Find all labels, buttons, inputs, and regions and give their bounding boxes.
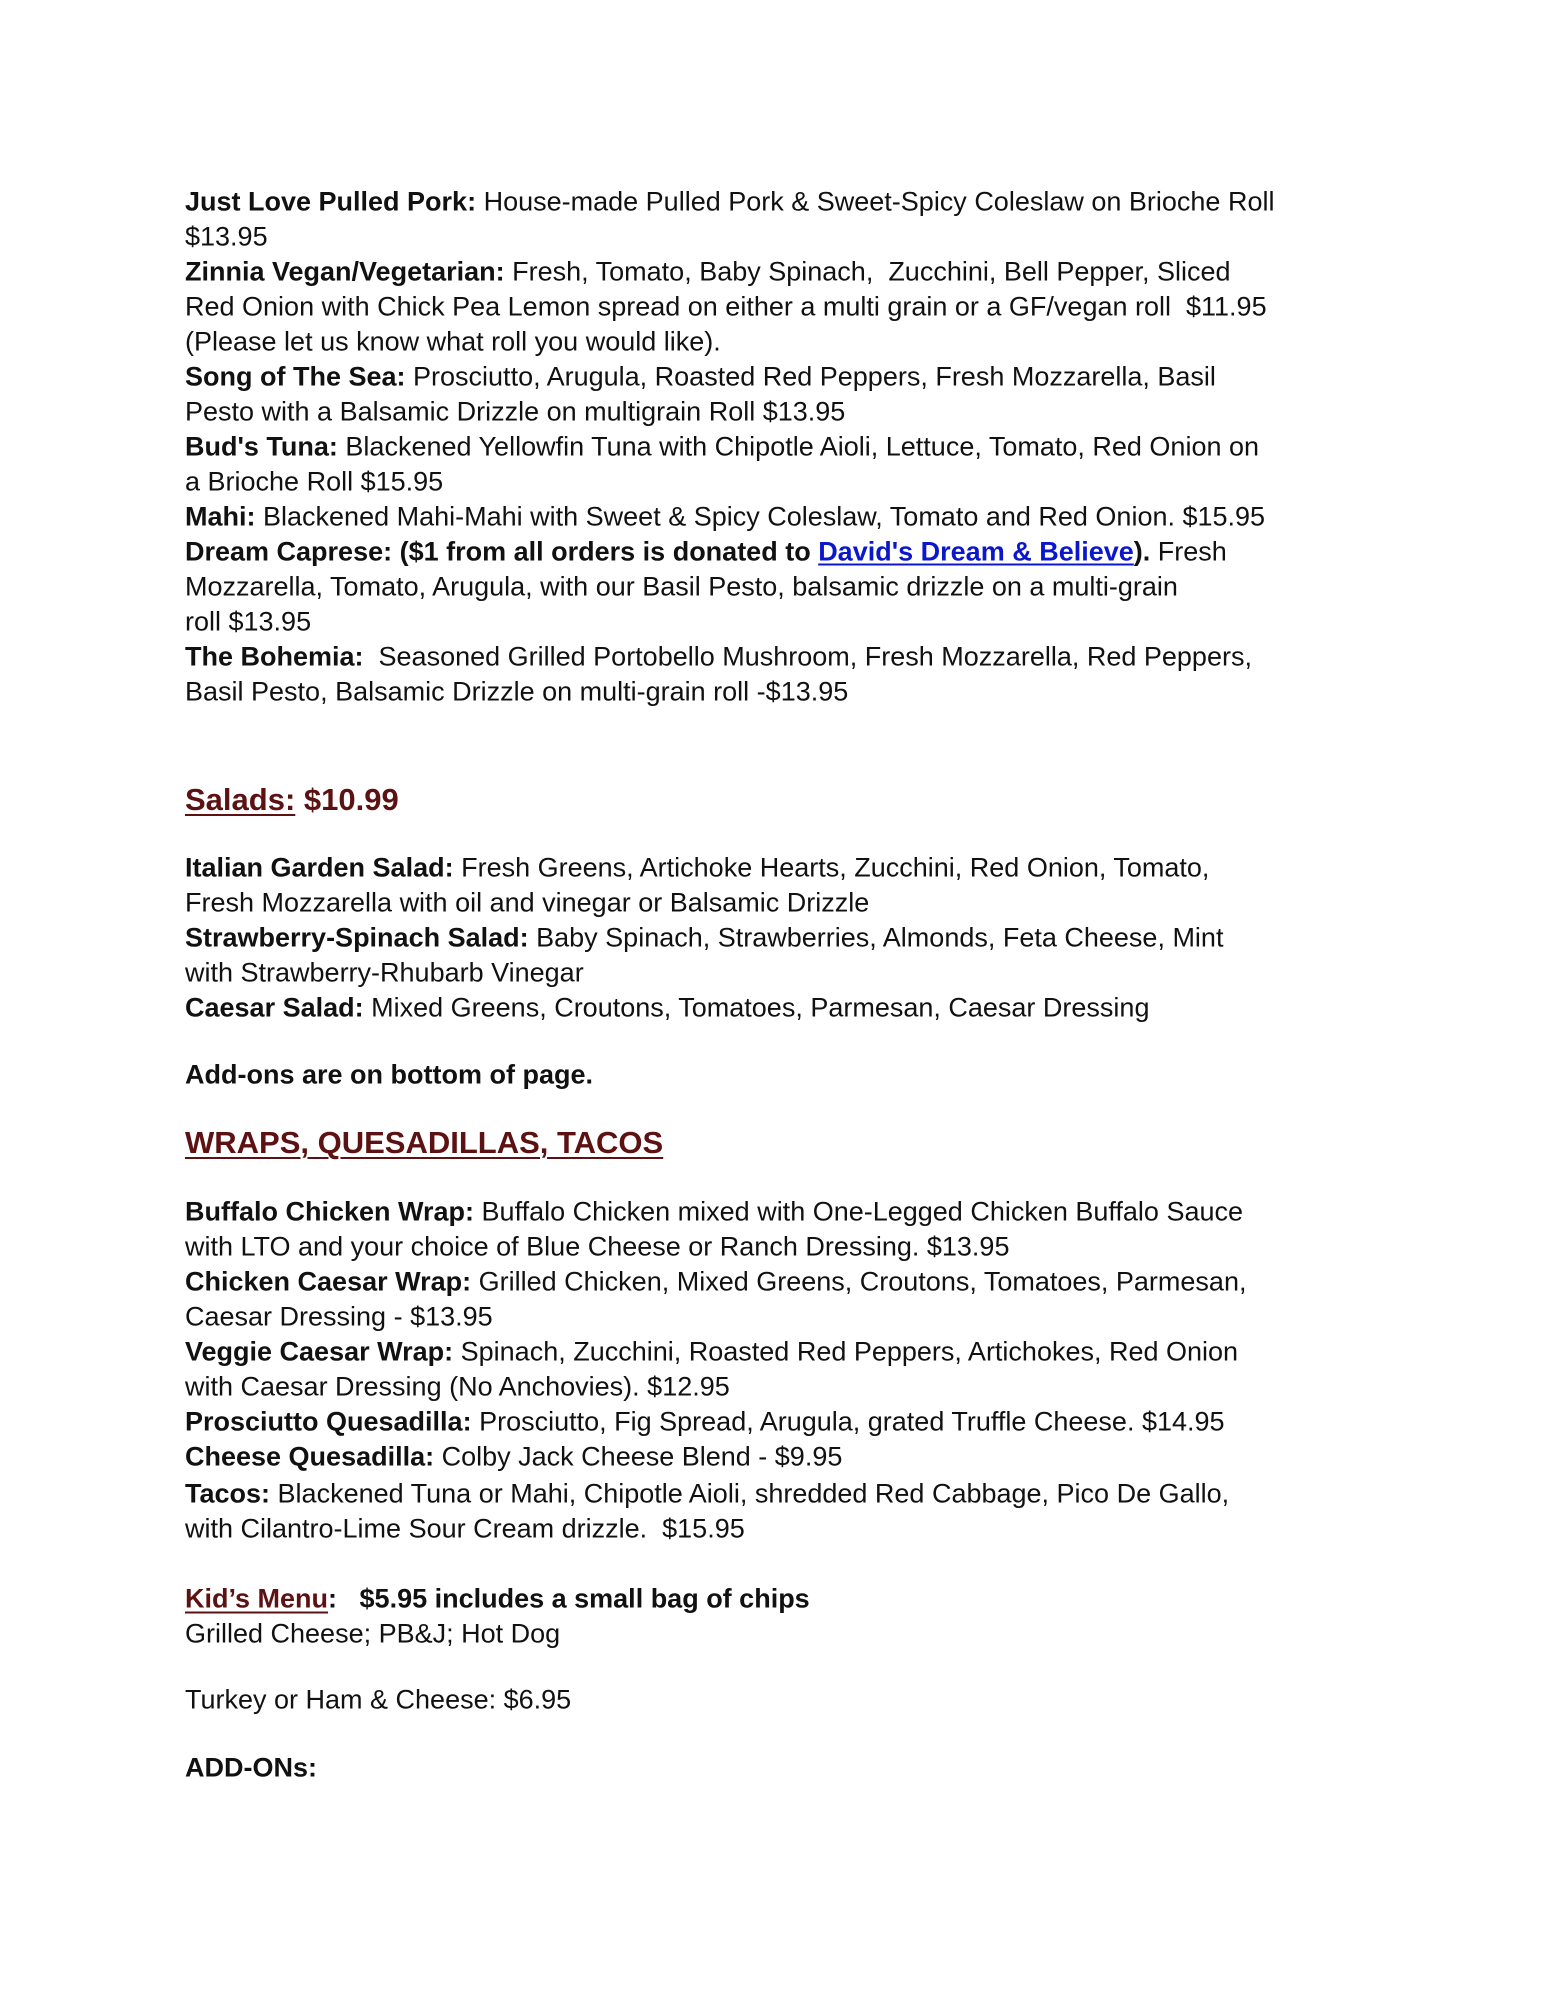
item-description: Mozzarella, Tomato, Arugula, with our Basil Pesto, balsamic drizzle on a multi-grain [185,571,1178,602]
item-price: roll $13.95 [185,606,312,637]
item-description: Spinach, Zucchini, Roasted Red Peppers, Artichokes, Red Onion [460,1336,1239,1367]
item-description: Fresh [1150,536,1227,567]
item-description: a Brioche Roll $15.95 [185,466,444,497]
item-note: (Please let us know what roll you would like). [185,326,721,357]
item-name: Dream Caprese: ($1 from all orders is donated to [185,536,819,567]
item-description: Baby Spinach, Strawberries, Almonds, Feta Cheese, Mint [536,922,1224,953]
item-name: The Bohemia: [185,641,364,672]
item-name: Bud's Tuna: [185,431,338,462]
davids-dream-believe-link[interactable]: David's Dream & Believe [818,536,1134,567]
item-name: Buffalo Chicken Wrap: [185,1196,475,1227]
kids-menu-items: Grilled Cheese; PB&J; Hot Dog [185,1618,561,1649]
item-description: Colby Jack Cheese Blend - $9.95 [441,1441,843,1472]
addons-heading: ADD-ONs: [185,1752,317,1783]
item-name: Chicken Caesar Wrap: [185,1266,472,1297]
kids-menu-colon: : [328,1583,338,1614]
item-description: with Caesar Dressing (No Anchovies). $12.95 [185,1371,730,1402]
item-description: Blackened Mahi-Mahi with Sweet & Spicy Coleslaw, Tomato and Red Onion. $15.95 [263,501,1266,532]
item-price: $13.95 [185,221,268,252]
item-name-suffix: ). [1133,536,1151,567]
item-description: Prosciutto, Arugula, Roasted Red Peppers, Fresh Mozzarella, Basil [413,361,1216,392]
item-name: Prosciutto Quesadilla: [185,1406,472,1437]
item-name: Cheese Quesadilla: [185,1441,435,1472]
item-description: Fresh Mozzarella with oil and vinegar or Balsamic Drizzle [185,887,870,918]
item-description: Red Onion with Chick Pea Lemon spread on either a multi grain or a GF/vegan roll $11.95 [185,291,1267,322]
item-description: with LTO and your choice of Blue Cheese or Ranch Dressing. $13.95 [185,1231,1010,1262]
item-description: with Cilantro-Lime Sour Cream drizzle. $15.95 [185,1513,745,1544]
salads-price: $10.99 [303,782,399,817]
salads-title: Salads: [185,782,296,817]
item-name: Caesar Salad: [185,992,364,1023]
item-description: Prosciutto, Fig Spread, Arugula, grated Truffle Cheese. $14.95 [479,1406,1225,1437]
item-name: Just Love Pulled Pork: [185,186,477,217]
item-description: Caesar Dressing - $13.95 [185,1301,493,1332]
item-name: Italian Garden Salad: [185,852,454,883]
item-name: Strawberry-Spinach Salad: [185,922,529,953]
salads-heading [185,780,399,820]
item-description: Fresh, Tomato, Baby Spinach, Zucchini, Bell Pepper, Sliced [512,256,1231,287]
item-description: Buffalo Chicken mixed with One-Legged Chicken Buffalo Sauce [481,1196,1244,1227]
kids-menu-heading [185,1582,810,1617]
item-description: Pesto with a Balsamic Drizzle on multigrain Roll $13.95 [185,396,846,427]
item-name: Mahi: [185,501,256,532]
item-description: with Strawberry-Rhubarb Vinegar [185,957,584,988]
wraps-heading: WRAPS, QUESADILLAS, TACOS [185,1125,664,1160]
kids-menu-title: Kid’s Menu [185,1583,329,1614]
item-description: Fresh Greens, Artichoke Hearts, Zucchini, Red Onion, Tomato, [461,852,1210,883]
kids-menu-price-note: $5.95 includes a small bag of chips [359,1583,810,1614]
kids-menu-extra: Turkey or Ham & Cheese: $6.95 [185,1684,572,1715]
item-description: Seasoned Grilled Portobello Mushroom, Fresh Mozzarella, Red Peppers, [363,641,1252,672]
addons-note: Add-ons are on bottom of page. [185,1059,593,1090]
item-description: Mixed Greens, Croutons, Tomatoes, Parmesan, Caesar Dressing [371,992,1150,1023]
item-description: Grilled Chicken, Mixed Greens, Croutons, Tomatoes, Parmesan, [478,1266,1247,1297]
item-name: Veggie Caesar Wrap: [185,1336,454,1367]
item-description: Basil Pesto, Balsamic Drizzle on multi-grain roll -$13.95 [185,676,849,707]
item-description: House-made Pulled Pork & Sweet-Spicy Coleslaw on Brioche Roll [483,186,1275,217]
item-name: Tacos: [185,1478,271,1509]
item-description: Blackened Tuna or Mahi, Chipotle Aioli, shredded Red Cabbage, Pico De Gallo, [277,1478,1230,1509]
item-name: Zinnia Vegan/Vegetarian: [185,256,505,287]
item-name: Song of The Sea: [185,361,406,392]
item-description: Blackened Yellowfin Tuna with Chipotle Aioli, Lettuce, Tomato, Red Onion on [345,431,1260,462]
